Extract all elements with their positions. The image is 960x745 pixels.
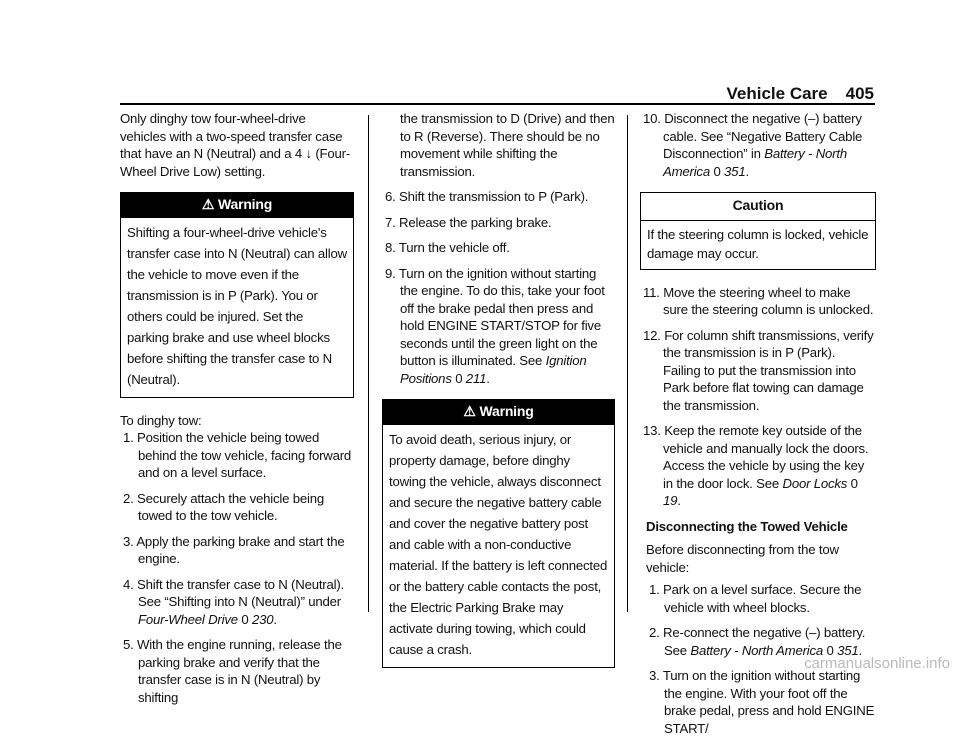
ref-ignition-positions[interactable]: Ignition Positions bbox=[400, 353, 587, 386]
warning-icon: ⚠ bbox=[463, 403, 476, 419]
warning-box-2 bbox=[382, 399, 615, 668]
step-3: 3. Apply the parking brake and start the engine. bbox=[123, 533, 345, 566]
step-4: 4. Shift the transfer case to N (Neutral). See “Shifting into N (Neutral)” under Four-Wheel Drive 0 230. bbox=[123, 576, 345, 627]
step-6: 6. Shift the transmission to P (Park). bbox=[385, 189, 589, 204]
ref-four-wheel-drive[interactable]: Four-Wheel Drive bbox=[138, 611, 238, 627]
page-ref-arrow-icon: 0 bbox=[826, 642, 834, 658]
column-divider-1 bbox=[368, 115, 369, 612]
column-3 bbox=[640, 110, 876, 745]
warning-header: ⚠ Warning bbox=[383, 400, 614, 425]
warning-box-1 bbox=[120, 192, 354, 398]
disconnect-step-2: 2. Re-connect the negative (–) battery. See Battery - North America 0 351. bbox=[649, 625, 866, 658]
warning-text: To avoid death, serious injury, or property damage, before dinghy towing the vehicle, always disconnect and secure the negative battery cable and cover the negative battery post and cable with a non-conductive material. If the battery is left connected or the battery cable contacts the post, the Electric Parking Brake may activate during towing, which could cause a crash. bbox=[389, 431, 608, 657]
disconnect-step-3: 3. Turn on the ignition without starting the engine. With your foot off the brake pedal, press and hold ENGINE START/ bbox=[649, 668, 875, 736]
to-dinghy-label: To dinghy tow: bbox=[120, 412, 202, 428]
caution-header: Caution bbox=[641, 193, 875, 221]
warning-text: Shifting a four-wheel-drive vehicle's transfer case into N (Neutral) can allow the vehicle to move even if the transmission is in P (Park). You or others could be injured. Set the parking brake and use wheel blocks before shifting the transfer case to N (Neutral). bbox=[127, 224, 347, 387]
caution-box bbox=[640, 192, 876, 270]
page-ref-arrow-icon: 0 bbox=[241, 611, 249, 627]
step-1: 1. Position the vehicle being towed behind the tow vehicle, facing forward and on a level surface. bbox=[123, 430, 352, 480]
step-5: 5. With the engine running, release the parking brake and verify that the transfer case is in N (Neutral) by shifting bbox=[123, 637, 342, 705]
step-2: 2. Securely attach the vehicle being towed to the tow vehicle. bbox=[123, 490, 324, 523]
page-ref-arrow-icon: 0 bbox=[850, 475, 858, 491]
step-10: 10. Disconnect the negative (–) battery cable. See “Negative Battery Cable Disconnection” in Battery - North America 0 351. bbox=[643, 111, 863, 179]
page-ref-arrow-icon: 0 bbox=[713, 163, 721, 179]
caution-text: If the steering column is locked, vehicle damage may occur. bbox=[647, 226, 869, 261]
step-7: 7. Release the parking brake. bbox=[385, 214, 552, 230]
ref-door-locks[interactable]: Door Locks bbox=[782, 475, 848, 491]
step-8: 8. Turn the vehicle off. bbox=[385, 240, 510, 255]
step-11: 11. Move the steering wheel to make sure the steering column is unlocked. bbox=[643, 284, 874, 317]
warning-header: ⚠ Warning bbox=[121, 193, 353, 218]
warning-icon: ⚠ bbox=[201, 196, 215, 212]
header-rule bbox=[120, 103, 875, 105]
column-divider-2 bbox=[627, 115, 628, 612]
step-13: 13. Keep the remote key outside of the vehicle and manually lock the doors. Access the vehicle by using the key in the door lock. See Door Locks 0 19. bbox=[643, 423, 869, 508]
ref-battery[interactable]: Battery - North America bbox=[663, 146, 847, 179]
step-9: 9. Turn on the ignition without starting the engine. To do this, take your foot off the brake pedal then press and hold ENGINE START/STOP for five seconds until the green light on the button is illuminated. See Ignition Positions 0 211. bbox=[385, 265, 605, 386]
ref-battery[interactable]: Battery - North America bbox=[690, 642, 824, 658]
before-disconnecting: Before disconnecting from the tow vehicle: bbox=[646, 542, 839, 575]
column-1 bbox=[120, 110, 354, 714]
4wd-low-icon: ↓ bbox=[305, 146, 312, 161]
column-2 bbox=[382, 110, 615, 682]
step-5-continued: the transmission to D (Drive) and then to R (Reverse). There should be no movement while shifting the transmission. bbox=[400, 111, 615, 179]
intro-paragraph: Only dinghy tow four-wheel-drive vehicles with a two-speed transfer case that have an N (Neutral) and a 4 ↓ (Four-Wheel Drive Low) setting. bbox=[120, 111, 351, 179]
watermark: carmanualsonline.info bbox=[804, 655, 950, 672]
page-header bbox=[727, 84, 875, 104]
section-title: Vehicle Care bbox=[726, 84, 828, 103]
page-ref-arrow-icon: 0 bbox=[455, 370, 463, 386]
page-number: 405 bbox=[845, 84, 874, 103]
step-12: 12. For column shift transmissions, verify the transmission is in P (Park). Failing to put the transmission into Park before flat towing can damage the transmission. bbox=[643, 327, 874, 413]
subheading: Disconnecting the Towed Vehicle bbox=[646, 518, 848, 534]
disconnect-step-1: 1. Park on a level surface. Secure the vehicle with wheel blocks. bbox=[649, 582, 862, 615]
